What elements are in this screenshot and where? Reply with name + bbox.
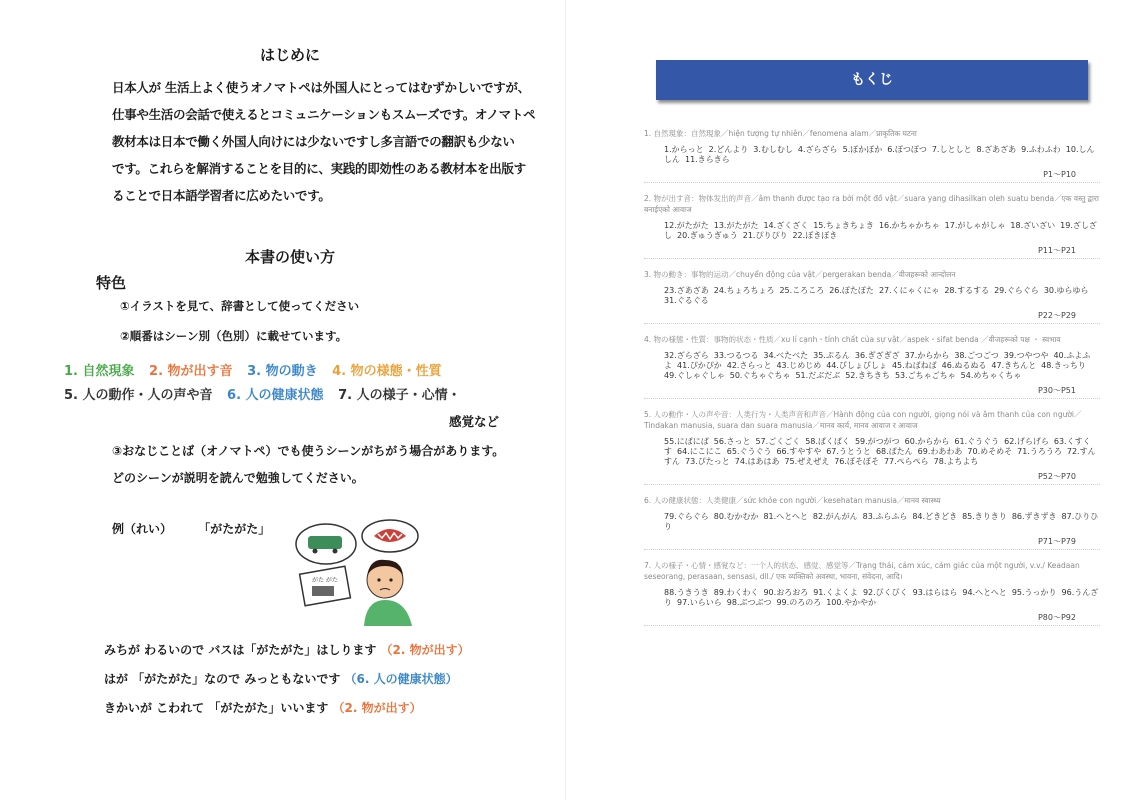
sentence-tag: （2. 物が出す） — [380, 643, 470, 657]
example-label: 例（れい） — [112, 522, 173, 536]
toc-item: 33.つるつる — [713, 351, 759, 360]
toc-item: 86.ずきずき — [1011, 512, 1057, 521]
toc-item: 51.だぶだぶ — [795, 371, 841, 380]
toc-item: 77.ぺらぺら — [883, 457, 929, 466]
toc-item: 49.ぐしゃぐしゃ — [664, 371, 725, 380]
toc-item: 27.くにゃくにゃ — [878, 286, 940, 295]
machine-icon — [312, 586, 334, 596]
toc-separator — [644, 398, 1100, 399]
toc-separator — [644, 549, 1100, 550]
toc-item: 99.のろのろ — [776, 598, 822, 607]
toc-section-heading: 6. 人の健康状態：人类健康／sức khỏe con người／kesehatan manusia／मानव स्वास्थ्य — [644, 496, 941, 505]
intro-line: 教材本は日本で働く外国人向けには少ないですし多言語での翻訳も少ない — [112, 134, 515, 149]
toc-item: 7.しとしと — [931, 145, 972, 154]
toc-item: 36.ぎざぎざ — [854, 351, 900, 360]
toc-item: 25.ころころ — [779, 286, 825, 295]
toc-item: 23.ざあざあ — [664, 286, 709, 295]
toc-item: 15.ちょきちょき — [813, 221, 874, 230]
toc-item-list — [644, 221, 1100, 241]
toc-item: 74.はあはあ — [734, 457, 780, 466]
sentence-text: きかいが こわれて 「がたがた」いいます — [104, 701, 329, 715]
toc-item: 41.ぴかぴか — [677, 361, 722, 370]
toc-item: 52.きちきち — [845, 371, 890, 380]
toc-item: 93.はらはら — [912, 588, 958, 597]
toc-section-heading: 2. 物が出す音：物体发出的声音／âm thanh được tạo ra bởi một đồ vật／suara yang dihasilkan oleh suatu benda／एक वस्तु द्वारा बनाईएको आवाज — [644, 194, 1099, 214]
toc-item-list — [644, 512, 1100, 532]
toc-item: 78.よちよち — [933, 457, 979, 466]
toc-item: 94.へとへと — [962, 588, 1007, 597]
example-sentence — [104, 694, 470, 723]
toc-item: 59.がつがつ — [854, 437, 900, 446]
toc-separator — [644, 182, 1100, 183]
sentence-tag: （6. 人の健康状態） — [344, 672, 458, 686]
toc-item: 45.ねばねば — [891, 361, 937, 370]
toc-page-range: P71～P79 — [1037, 537, 1076, 546]
feature-title: 特色 — [96, 274, 127, 292]
toc-item: 68.ぱたん — [875, 447, 913, 456]
toc-item: 29.ぐらぐら — [994, 286, 1039, 295]
toc-item: 20.ぎゅうぎゅう — [677, 231, 738, 240]
point-3 — [112, 438, 532, 492]
category-6: 6. 人の健康状態 — [227, 388, 324, 403]
toc-item: 38.ごつごつ — [954, 351, 999, 360]
toc-item: 63.くすくす — [664, 437, 1091, 456]
toc-item: 48.きっちり — [1041, 361, 1086, 370]
intro-line: 仕事や生活の会話で使えるとコミュニケーションもスムーズです。オノマトペ — [112, 107, 536, 122]
toc-item: 3.むしむし — [753, 145, 793, 154]
bus-icon — [308, 536, 342, 549]
toc-item: 89.わくわく — [713, 588, 759, 597]
toc-item: 24.ちょろちょろ — [713, 286, 775, 295]
toc-item: 35.ぷるん — [813, 351, 850, 360]
toc-item: 75.ぜえぜえ — [784, 457, 830, 466]
toc-item: 31.ぐるぐる — [664, 296, 709, 305]
toc-page-range: P11～P21 — [1037, 246, 1076, 255]
toc-item-list — [644, 351, 1100, 381]
toc-item-list — [644, 286, 1100, 306]
toc-section — [644, 409, 1100, 485]
toc-page-range: P30～P51 — [1037, 386, 1076, 395]
toc-item: 62.げらげら — [1004, 437, 1049, 446]
intro-line: です。これらを解消することを目的に、実践的即効性のある教材本を出版す — [112, 161, 526, 176]
toc-item: 18.ざいざい — [1010, 221, 1056, 230]
intro-line: 日本人が 生活上よく使うオノマトペは外国人にとってはむずかしいですが、 — [112, 80, 530, 95]
toc-item: 32.ざらざら — [664, 351, 709, 360]
toc-item: 34.べたべた — [763, 351, 809, 360]
toc-item: 84.どきどき — [912, 512, 958, 521]
toc-section — [644, 269, 1100, 324]
toc-item: 39.つやつや — [1003, 351, 1049, 360]
toc-item: 92.びくびく — [862, 588, 908, 597]
toc-section — [644, 128, 1100, 183]
toc-item: 67.うとうと — [826, 447, 871, 456]
category-7: 7. 人の様子・心情・ — [338, 388, 461, 403]
sentence-text: はが 「がたがた」なので みっともないです — [104, 672, 341, 686]
toc-item: 55.にぱにぱ — [664, 437, 709, 446]
toc-item: 1.からっと — [664, 145, 704, 154]
example-sentences — [104, 636, 470, 723]
toc-page-range: P80～P92 — [1037, 613, 1076, 622]
toc-page-range: P1～P10 — [1043, 170, 1076, 179]
point-3-line: ③おなじことば（オノマトペ）でも使うシーンがちがう場合があります。 — [112, 444, 505, 458]
example-word: 「がたがた」 — [198, 522, 271, 536]
toc-item: 28.するする — [944, 286, 990, 295]
toc-item: 57.ごくごく — [755, 437, 801, 446]
point-2: ②順番はシーン別（色別）に載せています。 — [120, 329, 348, 343]
toc-item: 54.めちゃくちゃ — [960, 371, 1022, 380]
toc-item: 100.やかやか — [826, 598, 877, 607]
toc-item: 66.すやすや — [776, 447, 822, 456]
category-row-1 — [64, 360, 471, 384]
toc-section — [644, 560, 1100, 626]
toc-item: 10.しんしん — [664, 145, 1095, 164]
toc-item: 70.めそめそ — [967, 447, 1013, 456]
toc-item: 96.うんざり — [664, 588, 1099, 607]
boy-shirt — [364, 600, 412, 626]
toc-item: 95.うっかり — [1011, 588, 1057, 597]
toc-item: 76.ぼそぼそ — [834, 457, 879, 466]
category-1: 1. 自然現象 — [64, 364, 135, 379]
toc-item: 64.にこにこ — [677, 447, 722, 456]
toc-item: 87.ひりひり — [664, 512, 1099, 531]
toc-item: 85.きりきり — [962, 512, 1007, 521]
toc-item: 81.へとへと — [763, 512, 808, 521]
toc-title-bar: もくじ — [656, 60, 1088, 100]
toc-item: 6.ぽつぽつ — [887, 145, 927, 154]
right-page — [566, 0, 1132, 800]
toc-item: 14.ざくざく — [763, 221, 809, 230]
toc-item: 82.がんがん — [812, 512, 858, 521]
toc-item-list — [644, 588, 1100, 608]
intro-paragraph — [112, 74, 536, 209]
example — [112, 520, 270, 537]
category-row-2 — [64, 384, 471, 408]
toc-page-range: P52～P70 — [1037, 472, 1076, 481]
toc-item: 42.さらっと — [726, 361, 772, 370]
toc-separator — [644, 258, 1100, 259]
usage-title: 本書の使い方 — [244, 248, 335, 266]
toc-item: 19.ざしざし — [664, 221, 1097, 240]
toc-item: 46.ぬるぬる — [941, 361, 987, 370]
toc-item: 11.きらきら — [685, 155, 730, 164]
toc-item: 71.うろうろ — [1017, 447, 1062, 456]
toc-item: 73.ぴたっと — [685, 457, 730, 466]
intro-line: ることで日本語学習者に広めたいです。 — [112, 188, 331, 203]
toc-item: 69.わあわあ — [917, 447, 963, 456]
toc-item: 40.ふよふよ — [664, 351, 1091, 370]
sentence-text: みちが わるいので バスは「がたがた」はしります — [104, 643, 377, 657]
toc-item-list — [644, 145, 1100, 165]
toc-item: 12.がたがた — [664, 221, 709, 230]
toc-item: 2.どんより — [708, 145, 749, 154]
category-4: 4. 物の様態・性質 — [332, 364, 442, 379]
toc-separator — [644, 323, 1100, 324]
toc-item: 53.ごちゃごちゃ — [894, 371, 956, 380]
toc-item: 47.きちんと — [991, 361, 1037, 370]
svg-text:がた がた: がた がた — [312, 577, 338, 584]
toc-section — [644, 193, 1100, 259]
toc-item: 8.ざあざあ — [976, 145, 1017, 154]
toc-separator — [644, 484, 1100, 485]
toc-section — [644, 334, 1100, 399]
toc-item: 50.ぐちゃぐちゃ — [729, 371, 791, 380]
toc-item: 21.ぴりぴり — [742, 231, 788, 240]
toc-item: 88.うきうき — [664, 588, 709, 597]
example-sentence — [104, 636, 470, 665]
toc-item: 60.からから — [904, 437, 950, 446]
toc-page-range: P22～P29 — [1037, 311, 1076, 320]
toc-item: 72.すんすん — [664, 447, 1096, 466]
toc-separator — [644, 625, 1100, 626]
toc-item: 43.じめじめ — [776, 361, 822, 370]
toc-item: 17.がしゃがしゃ — [944, 221, 1006, 230]
toc-section-heading: 3. 物の動き：事物的运动／chuyển động của vật／pergerakan benda／वीजहरूको आन्दोलन — [644, 270, 956, 279]
intro-title: はじめに — [259, 46, 320, 64]
table-of-contents — [644, 128, 1100, 636]
sentence-tag: （2. 物が出す） — [332, 701, 422, 715]
toc-item: 13.がたがた — [713, 221, 759, 230]
toc-item: 97.いらいら — [677, 598, 722, 607]
toc-item: 4.ざらざら — [797, 145, 838, 154]
toc-item: 44.びしょびしょ — [826, 361, 887, 370]
category-5: 5. 人の動作・人の声や音 — [64, 388, 213, 403]
toc-item: 65.ぐうぐう — [726, 447, 772, 456]
point-1: ①イラストを見て、辞書として使ってください — [120, 299, 360, 313]
toc-section — [644, 495, 1100, 550]
category-2: 2. 物が出す音 — [149, 364, 233, 379]
toc-item: 22.ぼきぼき — [792, 231, 838, 240]
toc-item: 16.かちゃかちゃ — [878, 221, 940, 230]
toc-item: 91.くよくよ — [813, 588, 858, 597]
toc-section-heading: 7. 人の様子・心情・感覚など：一个人的状态、感觉、感觉等／Trạng thái, cảm xúc, cảm giác của một người, v.v./ Keadaan seseorang, perasaan, sensasi, dll./ एक व्यक्तिको अवस्था, भावना, संवेदना, आदि। — [644, 561, 1080, 581]
category-list — [64, 360, 471, 408]
category-3: 3. 物の動き — [247, 364, 318, 379]
toc-section-heading: 1. 自然現象：自然現象／hiện tượng tự nhiên／fenomena alam／प्राकृतिक घटना — [644, 129, 917, 138]
toc-item: 61.ぐうぐう — [954, 437, 1000, 446]
toc-item: 9.ふわふわ — [1021, 145, 1061, 154]
toc-item: 30.ゆらゆら — [1043, 286, 1089, 295]
toc-item-list — [644, 437, 1100, 467]
toc-item: 26.ぽたぽた — [829, 286, 874, 295]
toc-section-heading: 4. 物の様態・性質：事物的状态・性质／xu lí cạnh・tính chất của sự vật／aspek・sifat benda ／वीजहरूको पक्ष ・ स्वभाव — [644, 335, 1061, 344]
example-sentence — [104, 665, 470, 694]
toc-item: 58.ぱくぱく — [805, 437, 850, 446]
example-illustration — [290, 518, 430, 626]
toc-item: 5.ぽかぽか — [842, 145, 883, 154]
toc-item: 98.ぶつぶつ — [726, 598, 772, 607]
toc-item: 79.ぐらぐら — [664, 512, 709, 521]
toc-item: 83.ふらふら — [862, 512, 908, 521]
point-3-line: どのシーンが説明を読んで勉強してください。 — [112, 471, 364, 485]
toc-section-heading: 5. 人の動作・人の声や音：人类行为・人类声音和声音／Hành động của con người, giọng nói và âm thanh của con người／Tindakan manusia, suara dan suara manusia／मानव कार्य, मानव आवाज र आवाज — [644, 410, 1082, 430]
toc-item: 80.むかむか — [713, 512, 759, 521]
category-7-continued: 感覚など — [449, 414, 500, 429]
toc-item: 90.おろおろ — [763, 588, 809, 597]
toc-item: 37.からから — [904, 351, 950, 360]
toc-item: 56.さっと — [713, 437, 751, 446]
